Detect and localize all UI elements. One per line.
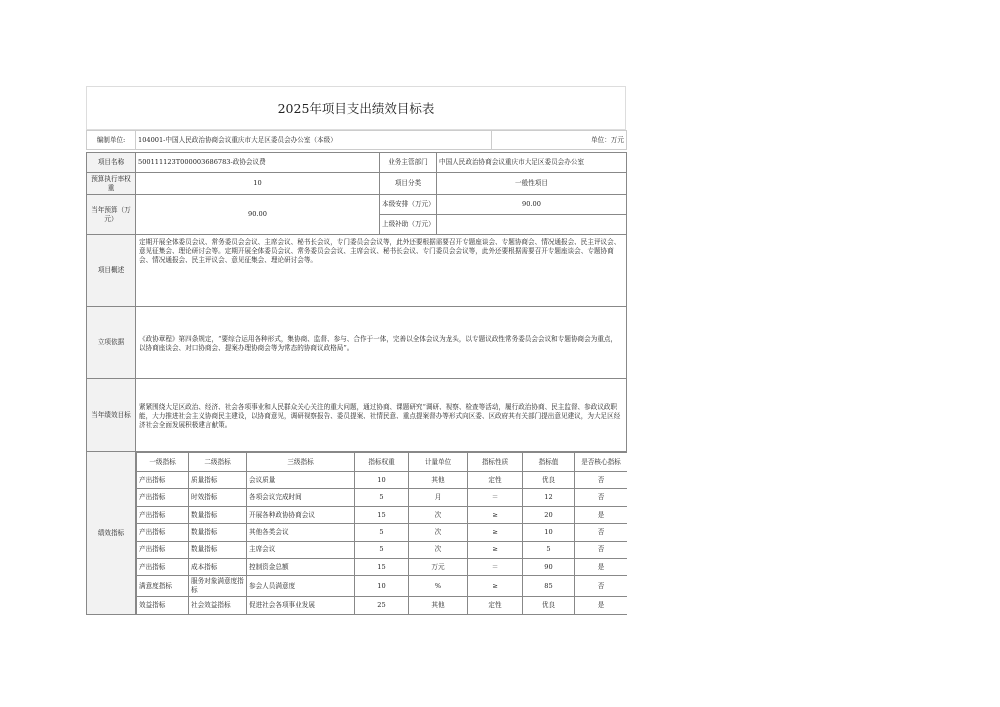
table-cell: 是 xyxy=(575,558,627,575)
header-cell: 二级指标 xyxy=(189,453,247,472)
table-cell: 万元 xyxy=(409,558,468,575)
table-cell: 否 xyxy=(575,524,627,541)
table-cell: 产出指标 xyxy=(137,489,189,506)
table-cell: 产出指标 xyxy=(137,541,189,558)
table-cell: % xyxy=(409,576,468,597)
table-cell: 各项会议完成时间 xyxy=(247,489,355,506)
exec-rate-label: 预算执行率权重 xyxy=(87,173,136,195)
indicators-cell xyxy=(136,452,627,615)
table-cell: 否 xyxy=(575,576,627,597)
overview-label: 项目概述 xyxy=(87,235,136,307)
table-cell: 优良 xyxy=(523,597,575,614)
table-cell: 10 xyxy=(355,472,409,489)
table-cell: 月 xyxy=(409,489,468,506)
table-cell: 15 xyxy=(355,558,409,575)
table-cell: 数量指标 xyxy=(189,524,247,541)
header-cell: 三级指标 xyxy=(247,453,355,472)
header-cell: 计量单位 xyxy=(409,453,468,472)
table-cell: 次 xyxy=(409,541,468,558)
org-label: 编制单位: xyxy=(87,131,136,150)
table-row xyxy=(137,506,627,523)
table-cell: 数量指标 xyxy=(189,541,247,558)
page-title: 2025年项目支出绩效目标表 xyxy=(277,101,435,116)
table-cell: 定性 xyxy=(468,597,523,614)
category-value: 一般性项目 xyxy=(437,173,627,195)
upper-label: 上级补助（万元） xyxy=(380,215,437,235)
table-cell: 时效指标 xyxy=(189,489,247,506)
header-cell: 一级指标 xyxy=(137,453,189,472)
basis-text: 《政协章程》第四条规定，“要综合运用各种形式，集协商、监督、参与、合作于一体，完善以全体会议为龙头，以专题议政性常务委员会会议和专题协商会为重点，以协商座谈会、对口协商会、提案办理协商会等为常态的协商议政格局”。 xyxy=(136,307,627,379)
table-row xyxy=(137,597,627,614)
table-cell: 是 xyxy=(575,506,627,523)
table-cell: 90 xyxy=(523,558,575,575)
header-cell: 指标性质 xyxy=(468,453,523,472)
table-cell: 满意度指标 xyxy=(137,576,189,597)
table-cell: 5 xyxy=(523,541,575,558)
category-label: 项目分类 xyxy=(380,173,437,195)
table-cell: 次 xyxy=(409,524,468,541)
table-cell: 其他 xyxy=(409,597,468,614)
table-cell: 产出指标 xyxy=(137,524,189,541)
table-row xyxy=(137,541,627,558)
table-cell: 参会人员满意度 xyxy=(247,576,355,597)
header-table xyxy=(86,130,627,150)
header-cell: 是否核心指标 xyxy=(575,453,627,472)
goal-label: 当年绩效目标 xyxy=(87,379,136,452)
table-cell: ≥ xyxy=(468,541,523,558)
header-cell: 指标权重 xyxy=(355,453,409,472)
table-cell: ＝ xyxy=(468,558,523,575)
upper-value xyxy=(437,215,627,235)
table-cell: 15 xyxy=(355,506,409,523)
table-row xyxy=(137,524,627,541)
table-cell: 效益指标 xyxy=(137,597,189,614)
basis-label: 立项依据 xyxy=(87,307,136,379)
project-name-value: 500111123T000003686783-政协会议费 xyxy=(136,153,380,173)
table-cell: 10 xyxy=(355,576,409,597)
unit-label: 单位：万元 xyxy=(492,131,627,150)
table-cell: 20 xyxy=(523,506,575,523)
table-row xyxy=(137,576,627,597)
table-cell: 85 xyxy=(523,576,575,597)
table-cell: 否 xyxy=(575,541,627,558)
dept-value: 中国人民政治协商会议重庆市大足区委员会办公室 xyxy=(437,153,627,173)
header-cell: 指标值 xyxy=(523,453,575,472)
table-cell: 否 xyxy=(575,472,627,489)
table-cell: 5 xyxy=(355,489,409,506)
budget-value: 90.00 xyxy=(136,195,380,235)
table-cell: 5 xyxy=(355,541,409,558)
table-cell: 12 xyxy=(523,489,575,506)
table-cell: 次 xyxy=(409,506,468,523)
table-cell: 开展各种政协协商会议 xyxy=(247,506,355,523)
table-cell: 10 xyxy=(523,524,575,541)
table-row xyxy=(137,489,627,506)
table-cell: 25 xyxy=(355,597,409,614)
table-cell: ＝ xyxy=(468,489,523,506)
table-cell: 是 xyxy=(575,597,627,614)
table-cell: 促进社会各项事业发展 xyxy=(247,597,355,614)
dept-label: 业务主管部门 xyxy=(380,153,437,173)
performance-table xyxy=(86,152,627,615)
table-cell: 社会效益指标 xyxy=(189,597,247,614)
table-cell: 主席会议 xyxy=(247,541,355,558)
org-value: 104001-中国人民政治协商会议重庆市大足区委员会办公室（本级） xyxy=(136,131,492,150)
table-row xyxy=(137,472,627,489)
budget-label: 当年预算（万元） xyxy=(87,195,136,235)
indicators-label: 绩效指标 xyxy=(87,452,136,615)
goal-text: 紧紧围绕大足区政治、经济、社会各项事业和人民群众关心关注的重大问题，通过协商、课题研究“调研、视察、检查等活动，履行政治协商、民主监督、参政议政职能，大力推进社会主义协商民主建设，以协商意见，调研视察报告、委员提案、社情民意、重点提案督办等形式向区委、区政府其有关部门提出意见建议，为大足区经济社会全面发展积极建言献策。 xyxy=(136,379,627,452)
table-cell: 会议质量 xyxy=(247,472,355,489)
local-value: 90.00 xyxy=(437,195,627,215)
table-cell: 产出指标 xyxy=(137,506,189,523)
table-cell: 其他 xyxy=(409,472,468,489)
table-cell: 控制资金总额 xyxy=(247,558,355,575)
table-cell: 5 xyxy=(355,524,409,541)
table-cell: 否 xyxy=(575,489,627,506)
table-cell: ≥ xyxy=(468,506,523,523)
project-name-label: 项目名称 xyxy=(87,153,136,173)
table-cell: 定性 xyxy=(468,472,523,489)
indicators-header-row xyxy=(137,453,627,472)
indicators-table xyxy=(136,452,627,615)
exec-rate-value: 10 xyxy=(136,173,380,195)
table-cell: 产出指标 xyxy=(137,472,189,489)
table-cell: 优良 xyxy=(523,472,575,489)
table-cell: 其他各类会议 xyxy=(247,524,355,541)
table-cell: 服务对象满意度指标 xyxy=(189,576,247,597)
table-cell: ≥ xyxy=(468,576,523,597)
table-row xyxy=(137,558,627,575)
page-title-box xyxy=(86,86,626,130)
table-cell: ≥ xyxy=(468,524,523,541)
table-cell: 数量指标 xyxy=(189,506,247,523)
table-cell: 质量指标 xyxy=(189,472,247,489)
overview-text: 定期开展全体委员会议、常务委员会会议、主席会议、秘书长会议，专门委员会会议等，此外还要根据需要召开专题座谈会、专题协商会、情况通报会、民主评议会、意见征集会、理论研讨会等。定期开展全体委员会议、常务委员会会议、主席会议、秘书长会议、专门委员会会议等，此外还要根据需要召开专题座谈会、专题协商会、情况通报会、民主评议会、意见征集会、理论研讨会等。 xyxy=(136,235,627,307)
local-label: 本级安排（万元） xyxy=(380,195,437,215)
table-cell: 成本指标 xyxy=(189,558,247,575)
table-cell: 产出指标 xyxy=(137,558,189,575)
